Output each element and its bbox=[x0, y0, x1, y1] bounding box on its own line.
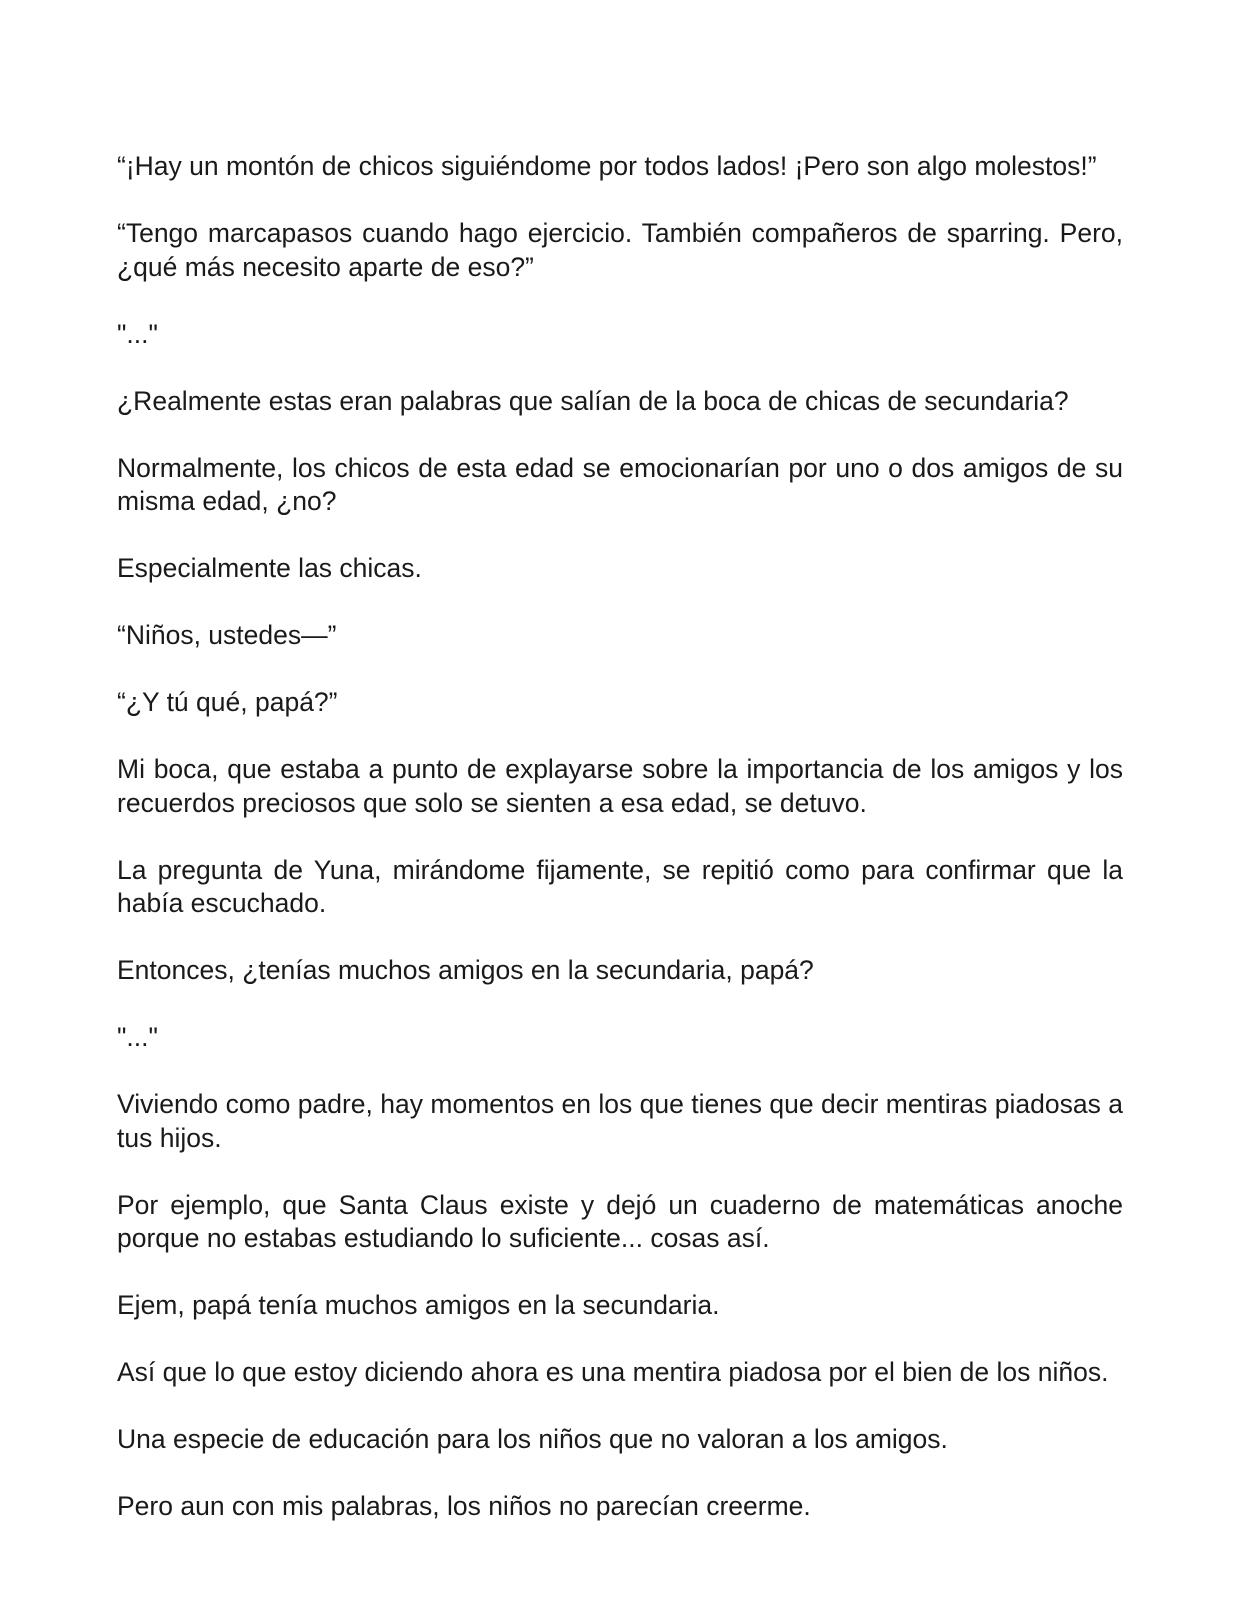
paragraph: “¡Hay un montón de chicos siguiéndome por todos lados! ¡Pero son algo molestos!” bbox=[117, 151, 1097, 181]
paragraph: "..." bbox=[117, 318, 158, 349]
body-text bbox=[117, 150, 1123, 1524]
paragraph: La pregunta de Yuna, mirándome fijamente, se repitió como para confirmar que la había escuchado. bbox=[117, 854, 1123, 918]
paragraph: ¿Realmente estas eran palabras que salían de la boca de chicas de secundaria? bbox=[117, 385, 1069, 416]
paragraph: Ejem, papá tenía muchos amigos en la secundaria. bbox=[117, 1290, 720, 1320]
paragraph: Pero aun con mis palabras, los niños no parecían creerme. bbox=[117, 1491, 811, 1521]
paragraph: Viviendo como padre, hay momentos en los que tienes que decir mentiras piadosas a tus hijos. bbox=[117, 1089, 1123, 1153]
paragraph: Entonces, ¿tenías muchos amigos en la secundaria, papá? bbox=[117, 955, 814, 985]
paragraph: "..." bbox=[117, 1022, 158, 1052]
paragraph: “Niños, ustedes—” bbox=[117, 620, 337, 650]
paragraph: “Tengo marcapasos cuando hago ejercicio. También compañeros de sparring. Pero, ¿qué más necesito aparte de eso?” bbox=[117, 218, 1123, 282]
paragraph: Así que lo que estoy diciendo ahora es una mentira piadosa por el bien de los niños. bbox=[117, 1357, 1109, 1387]
paragraph: Una especie de educación para los niños que no valoran a los amigos. bbox=[117, 1424, 948, 1454]
paragraph: Mi boca, que estaba a punto de explayarse sobre la importancia de los amigos y los recuerdos preciosos que solo se sienten a esa edad, se detuvo. bbox=[117, 754, 1123, 818]
paragraph: Normalmente, los chicos de esta edad se emocionarían por uno o dos amigos de su misma edad, ¿no? bbox=[117, 452, 1123, 516]
paragraph: Por ejemplo, que Santa Claus existe y dejó un cuaderno de matemáticas anoche porque no estabas estudiando lo suficiente... cosas así. bbox=[117, 1189, 1123, 1253]
paragraph: Especialmente las chicas. bbox=[117, 553, 422, 583]
paragraph: “¿Y tú qué, papá?” bbox=[117, 687, 338, 717]
